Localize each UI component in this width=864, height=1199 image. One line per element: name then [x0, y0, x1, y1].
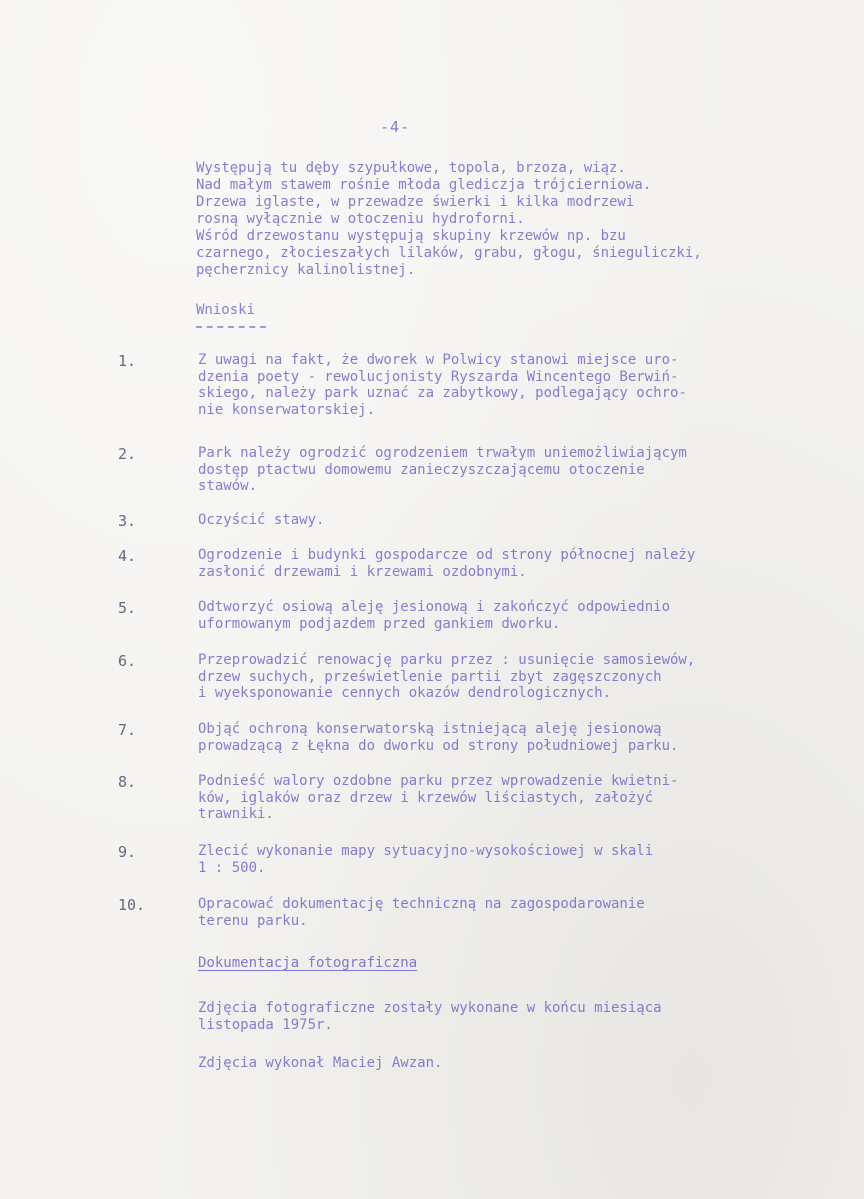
- conclusion-number: 3.: [118, 512, 137, 530]
- conclusion-line: ków, iglaków oraz drzew i krzewów liściastych, założyć: [198, 789, 654, 806]
- intro-line: Wśród drzewostanu występują skupiny krzewów np. bzu: [196, 228, 626, 244]
- intro-line: Drzewa iglaste, w przewadze świerki i kilka modrzewi: [196, 194, 635, 210]
- conclusion-line: terenu parku.: [198, 912, 308, 929]
- conclusion-line: i wyeksponowanie cennych okazów dendrologicznych.: [198, 685, 612, 701]
- conclusion-line: dzenia poety - rewolucjonisty Ryszarda Wincentego Berwiń-: [198, 368, 679, 385]
- page-number: -4-: [380, 118, 411, 136]
- intro-line: czarnego, złocieszałych lilaków, grabu, głogu, śnieguliczki,: [196, 245, 702, 261]
- photo-line: Zdjęcia fotograficzne zostały wykonane w końcu miesiąca: [198, 1000, 662, 1016]
- conclusion-text: [198, 599, 848, 632]
- conclusion-line: Odtworzyć osiową aleję jesionową i zakończyć odpowiednio: [198, 599, 671, 615]
- conclusion-number: 2.: [118, 445, 137, 463]
- conclusion-line: skiego, należy park uznać za zabytkowy, podlegający ochro-: [198, 385, 687, 401]
- intro-line: rosną wyłącznie w otoczeniu hydroforni.: [196, 211, 525, 227]
- conclusion-text: [198, 652, 848, 702]
- conclusion-number: 7.: [118, 721, 137, 739]
- conclusion-line: Zlecić wykonanie mapy sytuacyjno-wysokościowej w skali: [198, 843, 654, 859]
- conclusion-text: [198, 352, 848, 418]
- conclusion-text: [198, 896, 848, 929]
- conclusion-line: Z uwagi na fakt, że dworek w Polwicy stanowi miejsce uro-: [198, 352, 679, 368]
- conclusion-line: prowadzącą z Łękna do dworku od strony południowej parku.: [198, 737, 679, 754]
- intro-line: Występują tu dęby szypułkowe, topola, brzoza, wiąz.: [196, 160, 626, 176]
- conclusion-text: [198, 773, 848, 823]
- conclusion-number: 8.: [118, 773, 137, 791]
- conclusion-text: [198, 445, 848, 495]
- conclusion-text: [198, 721, 848, 754]
- intro-paragraph: [196, 160, 836, 279]
- conclusion-text: [198, 512, 848, 529]
- conclusion-number: 1.: [118, 352, 137, 370]
- conclusion-line: Ogrodzenie i budynki gospodarcze od strony północnej należy: [198, 547, 696, 563]
- conclusion-text: [198, 547, 848, 580]
- intro-line: Nad małym stawem rośnie młoda glediczja trójcierniowa.: [196, 177, 652, 193]
- conclusion-line: Park należy ogrodzić ogrodzeniem trwałym uniemożliwiającym: [198, 445, 687, 461]
- conclusion-number: 9.: [118, 843, 137, 861]
- conclusion-line: Przeprowadzić renowację parku przez : usunięcie samosiewów,: [198, 652, 696, 668]
- conclusion-line: dostęp ptactwu domowemu zanieczyszczającemu otoczenie: [198, 461, 645, 478]
- conclusion-number: 5.: [118, 599, 137, 617]
- conclusion-line: 1 : 500.: [198, 859, 266, 876]
- conclusions-heading: Wnioski: [196, 302, 256, 318]
- photo-author-line: Zdjęcia wykonał Maciej Awzan.: [198, 1055, 443, 1071]
- conclusion-number: 6.: [118, 652, 137, 670]
- photo-line: listopada 1975r.: [198, 1016, 333, 1033]
- conclusion-text: [198, 843, 848, 876]
- conclusion-line: drzew suchych, prześwietlenie partii zbyt zagęszczonych: [198, 668, 662, 685]
- conclusion-line: Oczyścić stawy.: [198, 512, 325, 528]
- conclusion-number: 10.: [118, 896, 146, 914]
- conclusion-line: nie konserwatorskiej.: [198, 401, 376, 418]
- conclusion-line: zasłonić drzewami i krzewami ozdobnymi.: [198, 563, 527, 580]
- photo-documentation-text: [198, 1000, 848, 1033]
- conclusion-line: uformowanym podjazdem przed gankiem dworku.: [198, 615, 561, 632]
- conclusion-line: Opracować dokumentację techniczną na zagospodarowanie: [198, 896, 645, 912]
- conclusion-line: stawów.: [198, 478, 258, 494]
- intro-line: pęcherznicy kalinolistnej.: [196, 262, 416, 278]
- photo-documentation-heading: Dokumentacja fotograficzna: [198, 955, 418, 971]
- conclusions-heading-underline: [196, 326, 266, 328]
- conclusion-line: Objąć ochroną konserwatorską istniejącą aleję jesionową: [198, 721, 662, 737]
- conclusion-line: trawniki.: [198, 806, 274, 822]
- conclusion-line: Podnieść walory ozdobne parku przez wprowadzenie kwietni-: [198, 773, 679, 789]
- conclusion-number: 4.: [118, 547, 137, 565]
